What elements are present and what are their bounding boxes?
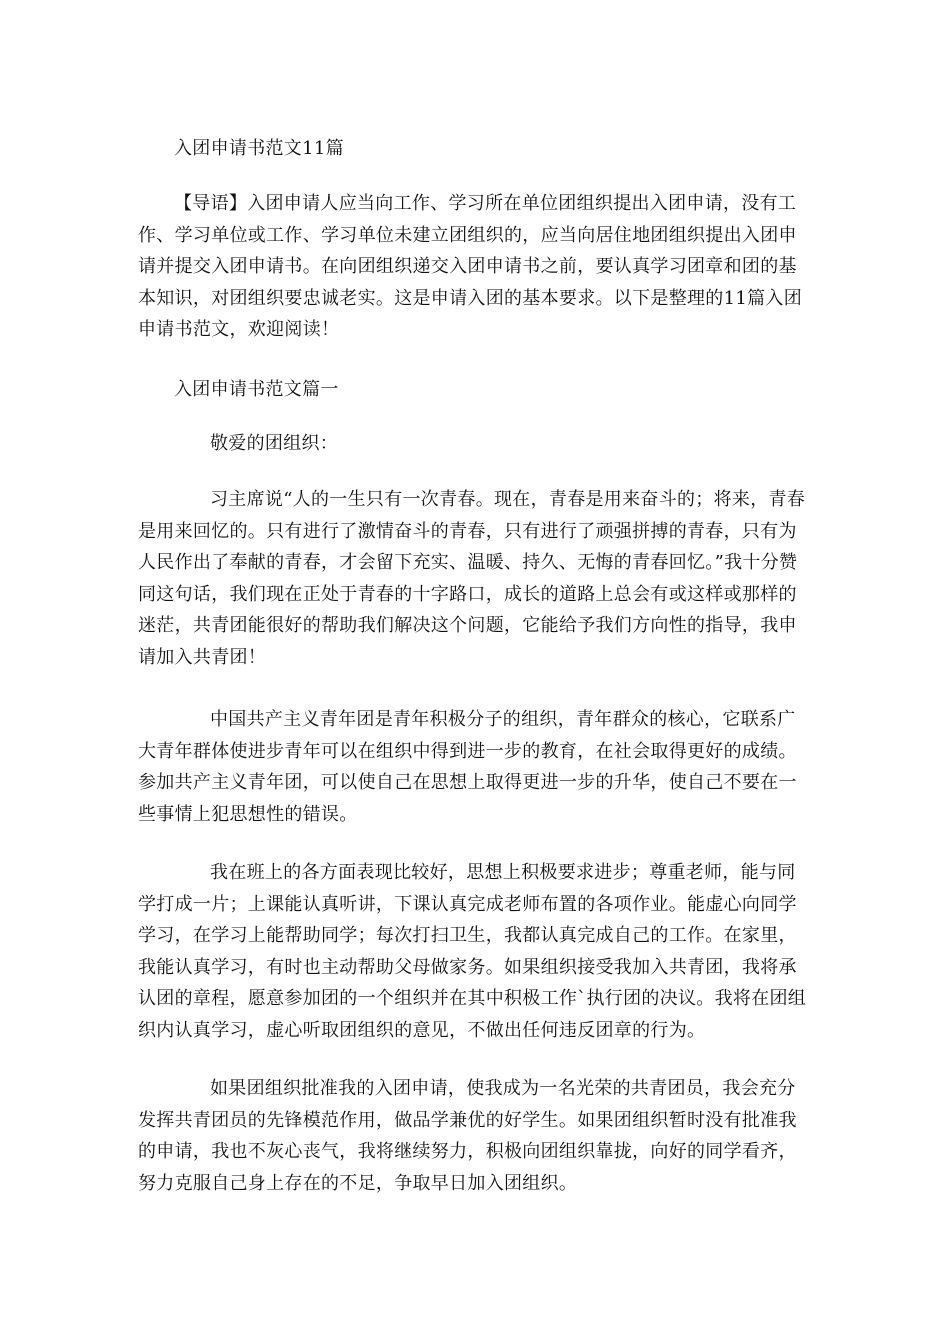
section-title: 入团申请书范文篇一 (174, 379, 339, 400)
body-paragraph-3: 我在班上的各方面表现比较好，思想上积极要求进步；尊重老师，能与同学打成一片；上课能认真听讲，下课认真完成老师布置的各项作业。能虚心向同学学习，在学习上能帮助同学；每次打扫卫生，我都认真完成自己的工作。在家里，我能认真学习，有时也主动帮助父母做家务。如果组织接受我加入共青团，我将承认团的章程，愿意参加团的一个组织并在其中积极工作`执行团的决议。我将在团组织内认真学习，虚心听取团组织的意见，不做出任何违反团章的行为。 (138, 862, 807, 1041)
body-paragraph-1: 习主席说“人的一生只有一次青春。现在，青春是用来奋斗的；将来，青春是用来回忆的。只有进行了激情奋斗的青春，只有进行了顽强拼搏的青春，只有为人民作出了奉献的青春，才会留下充实、温暖、持久、无悔的青春回忆。”我十分赞同这句话，我们现在正处于青春的十字路口，成长的道路上总会有或这样或那样的迷茫，共青团能很好的帮助我们解决这个问题，它能给予我们方向性的指导，我申请加入共青团！ (138, 489, 806, 668)
salutation: 敬爱的团组织： (210, 433, 339, 454)
document-title: 入团申请书范文11篇 (174, 138, 344, 159)
body-paragraph-4: 如果团组织批准我的入团申请，使我成为一名光荣的共青团员，我会充分发挥共青团员的先锋模范作用，做品学兼优的好学生。如果团组织暂时没有批准我的申请，我也不灰心丧气，我将继续努力，积极向团组织靠拢，向好的同学看齐，努力克服自己身上存在的不足，争取早日加入团组织。 (138, 1078, 797, 1194)
intro-paragraph: 【导语】入团申请人应当向工作、学习所在单位团组织提出入团申请，没有工作、学习单位或工作、学习单位未建立团组织的，应当向居住地团组织提出入团申请并提交入团申请书。在向团组织递交入团申请书之前，要认真学习团章和团的基本知识，对团组织要忠诚老实。这是申请入团的基本要求。以下是整理的11篇入团申请书范文，欢迎阅读！ (138, 193, 803, 341)
body-paragraph-2: 中国共产主义青年团是青年积极分子的组织，青年群众的核心，它联系广大青年群体使进步青年可以在组织中得到进一步的教育，在社会取得更好的成绩。参加共产主义青年团，可以使自己在思想上取得更进一步的升华，使自己不要在一些事情上犯思想性的错误。 (138, 709, 797, 825)
